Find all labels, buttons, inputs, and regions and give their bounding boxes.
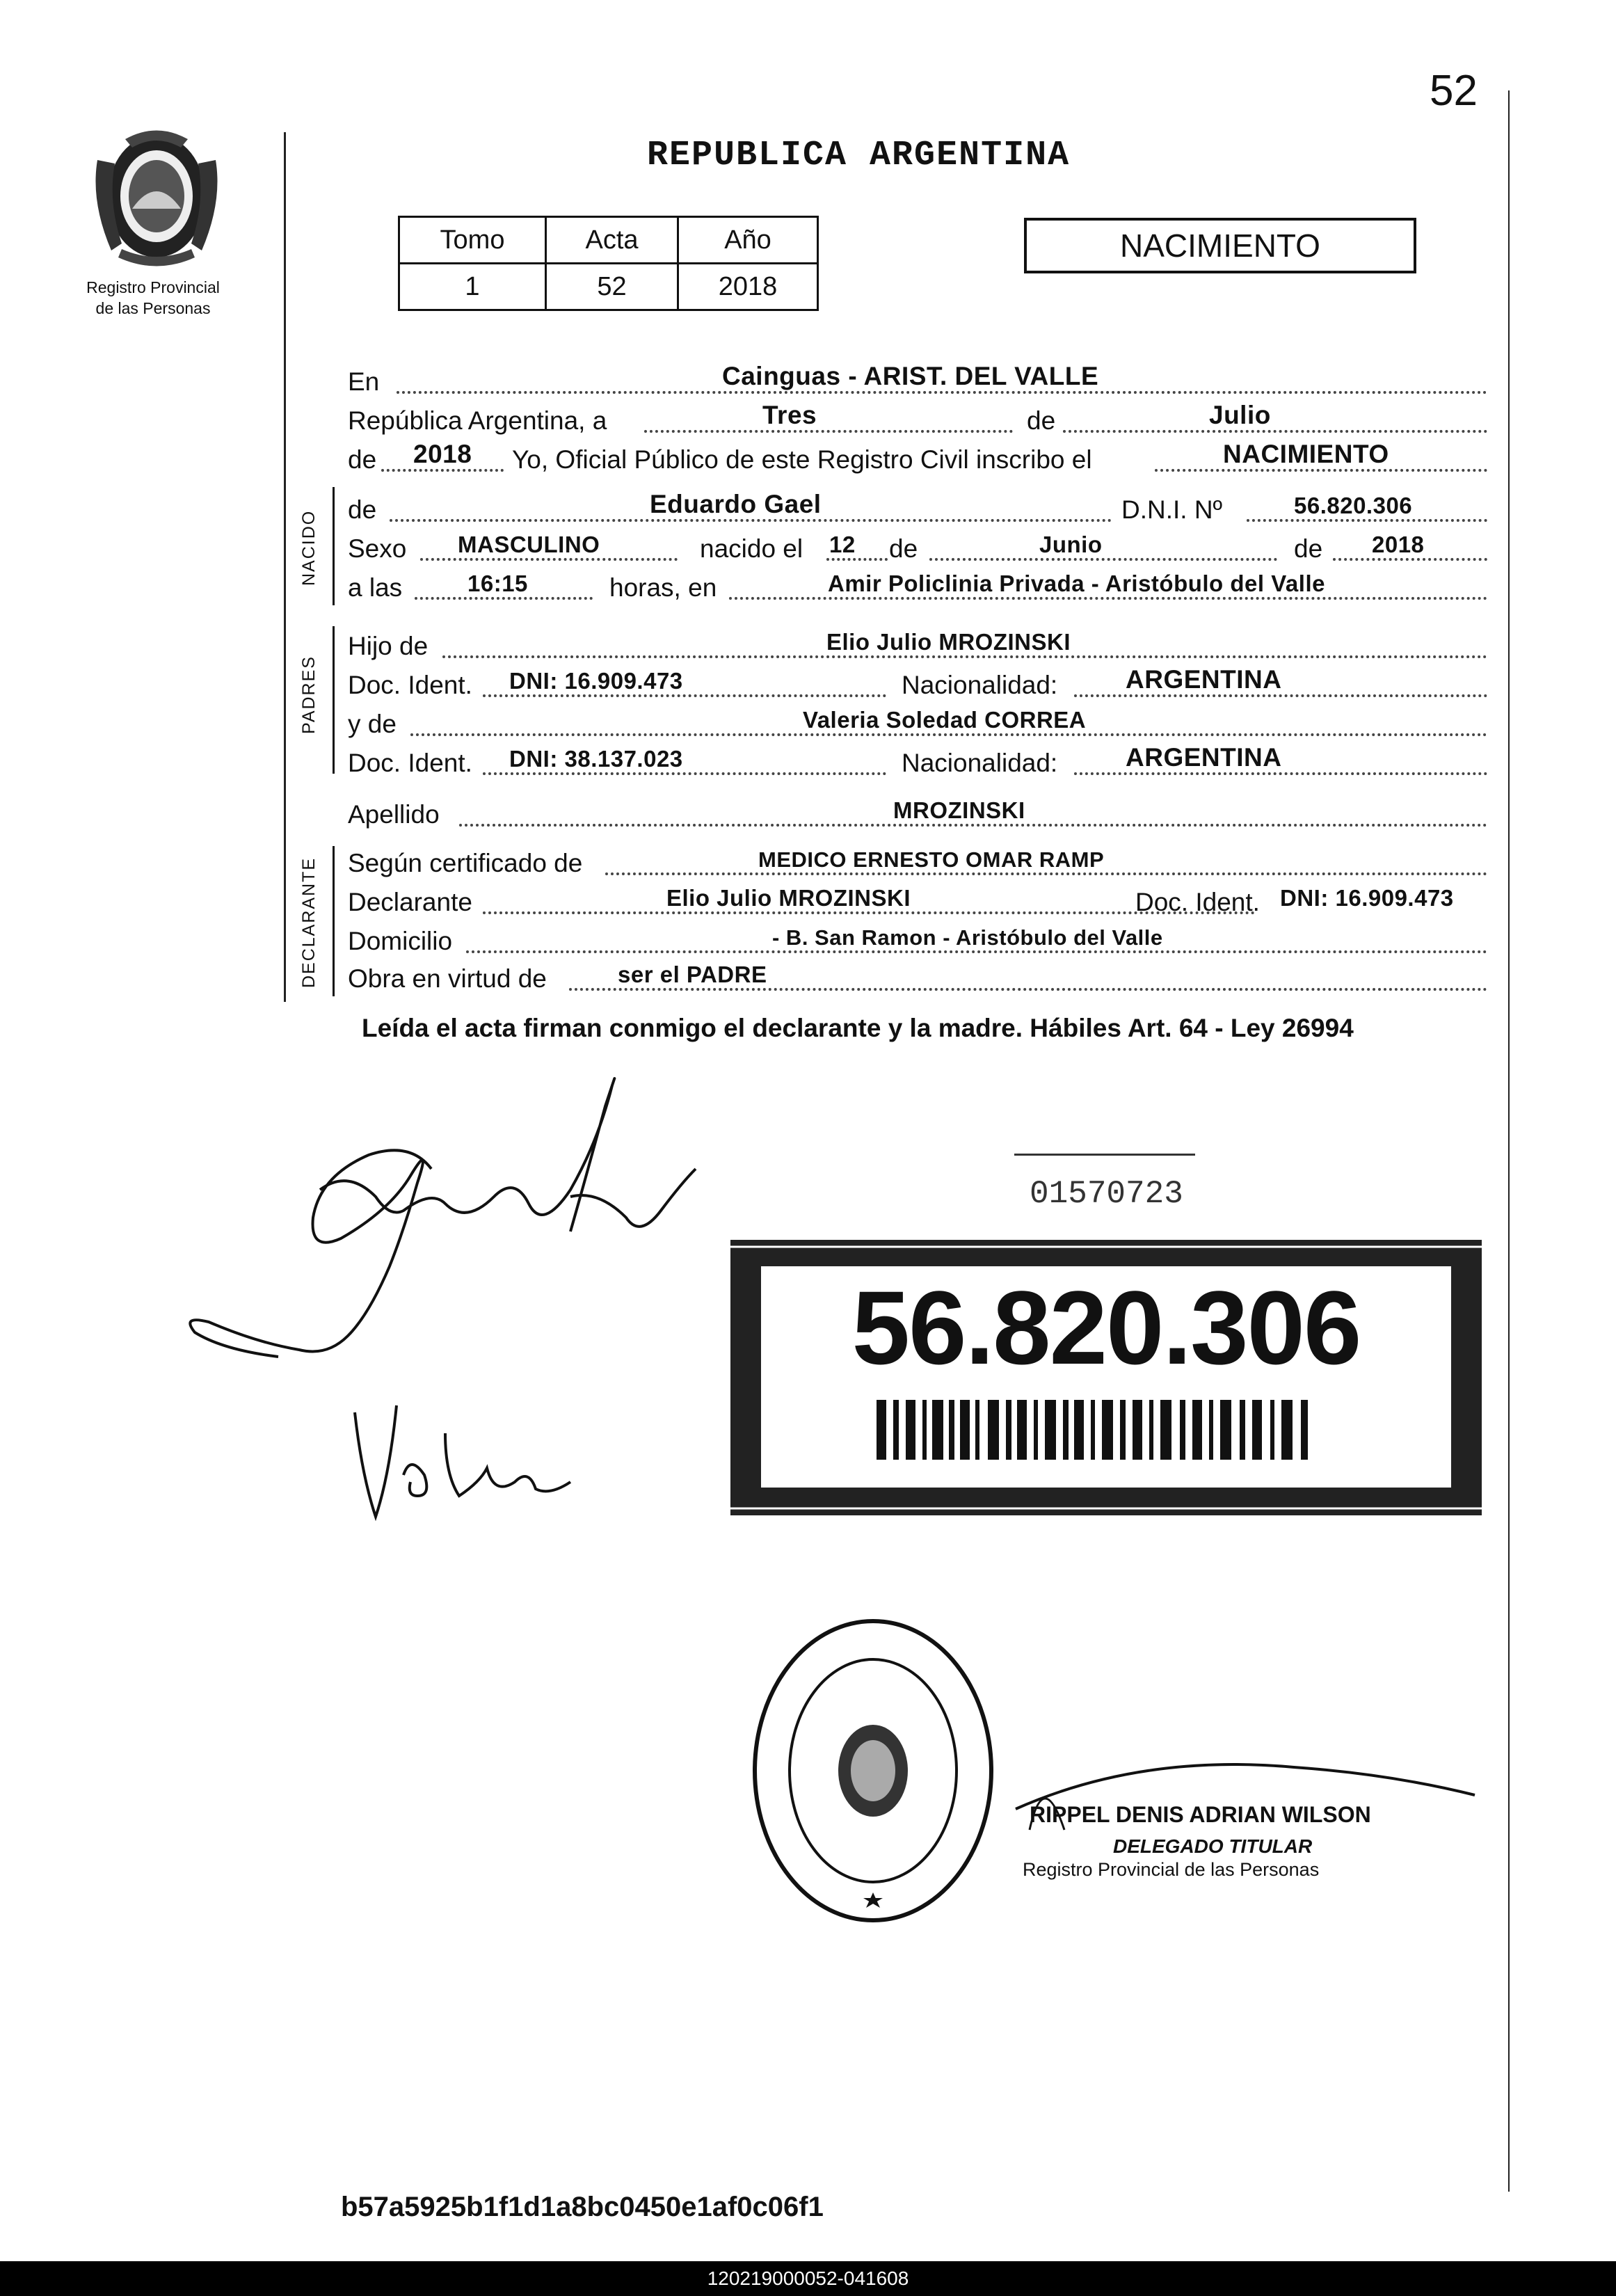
sexo-value: MASCULINO	[458, 532, 600, 557]
row-father	[346, 626, 1487, 665]
de2-label: de	[348, 495, 377, 524]
dotted-line	[381, 469, 504, 472]
domicilio-label: Domicilio	[348, 927, 453, 955]
row-location	[346, 362, 1487, 401]
row-date	[346, 401, 1487, 440]
row-domicilio	[346, 921, 1487, 960]
day-value: Tres	[762, 401, 817, 429]
dotted-line	[1074, 694, 1487, 697]
dotted-line	[1074, 772, 1487, 775]
declarante-section-label: DECLARANTE	[299, 856, 319, 988]
dotted-line	[410, 733, 1487, 736]
doc-ident-label: Doc. Ident.	[348, 671, 472, 699]
obra-value: ser el PADRE	[618, 962, 767, 987]
row-mother-doc	[346, 743, 1487, 782]
dotted-line	[442, 655, 1487, 658]
declarante-label: Declarante	[348, 888, 472, 916]
father-dni-value: DNI: 16.909.473	[509, 668, 683, 694]
dni-stamp	[730, 1240, 1482, 1515]
row-father-doc	[346, 665, 1487, 704]
page-number: 52	[1430, 67, 1478, 115]
year-value: 2018	[413, 440, 472, 468]
dotted-line	[729, 597, 1487, 600]
mother-nationality-value: ARGENTINA	[1126, 743, 1282, 772]
record-value: NACIMIENTO	[1223, 440, 1389, 468]
de4-label: de	[1294, 534, 1323, 563]
en-label: En	[348, 367, 380, 396]
child-name-value: Eduardo Gael	[650, 490, 822, 518]
margin-line-left	[284, 132, 286, 1002]
value-acta: 52	[546, 264, 678, 310]
obra-label: Obra en virtud de	[348, 964, 547, 993]
row-apellido	[346, 795, 1487, 834]
domicilio-value: - B. San Ramon - Aristóbulo del Valle	[772, 925, 1163, 950]
logo-caption-line2: de las Personas	[95, 299, 211, 317]
header-acta: Acta	[546, 217, 678, 264]
dni-label: D.N.I. Nº	[1121, 495, 1223, 524]
birth-year-value: 2018	[1372, 532, 1425, 557]
officer-name: RIPPEL DENIS ADRIAN WILSON	[1030, 1802, 1371, 1827]
closing-text: Leída el acta firman conmigo el declarante y la madre. Hábiles Art. 64 - Ley 26994	[362, 1014, 1354, 1042]
doc-ident-label: Doc. Ident.	[348, 749, 472, 777]
value-tomo: 1	[399, 264, 546, 310]
birth-place-value: Amir Policlinia Privada - Aristóbulo del Valle	[828, 571, 1325, 596]
dotted-line	[397, 391, 1487, 394]
officer-title: DELEGADO TITULAR	[1113, 1835, 1313, 1857]
month-value: Julio	[1209, 401, 1271, 429]
location-value: Cainguas - ARIST. DEL VALLE	[722, 362, 1099, 390]
dni-big-number: 56.820.306	[851, 1269, 1361, 1386]
stamp-serial: 01570723	[1030, 1176, 1183, 1212]
certificado-value: MEDICO ERNESTO OMAR RAMP	[758, 847, 1105, 872]
birth-month-value: Junio	[1039, 532, 1103, 557]
document-hash: b57a5925b1f1d1a8bc0450e1af0c06f1	[341, 2192, 824, 2222]
a-las-label: a las	[348, 573, 403, 602]
registry-table	[398, 216, 819, 311]
serial-rule	[1014, 1154, 1195, 1156]
year-prefix-label: de	[348, 445, 377, 474]
registry-table-value-row	[399, 264, 818, 310]
section-bracket	[333, 846, 335, 996]
dotted-line	[605, 872, 1487, 875]
dotted-line	[929, 558, 1277, 561]
nacionalidad-label: Nacionalidad:	[902, 749, 1058, 777]
dotted-line	[483, 772, 886, 775]
mother-dni-value: DNI: 38.137.023	[509, 746, 683, 772]
record-type-box: NACIMIENTO	[1024, 218, 1416, 273]
footer-code-bar	[0, 2261, 1616, 2296]
row-year	[346, 440, 1487, 479]
sexo-label: Sexo	[348, 534, 407, 563]
officer-signature	[1002, 1725, 1489, 1851]
dotted-line	[420, 558, 678, 561]
row-sex-birth	[346, 529, 1487, 568]
logo-caption	[70, 277, 237, 319]
row-time-place	[346, 568, 1487, 607]
nacido-section-label: NACIDO	[299, 509, 319, 586]
row-certificado	[346, 843, 1487, 882]
apellido-label: Apellido	[348, 800, 440, 829]
nacido-el-label: nacido el	[700, 534, 803, 563]
row-mother	[346, 704, 1487, 743]
officer-org: Registro Provincial de las Personas	[1023, 1859, 1320, 1880]
official-seal	[744, 1614, 1002, 1927]
dotted-line	[1155, 469, 1487, 472]
father-nationality-value: ARGENTINA	[1126, 665, 1282, 694]
de3-label: de	[889, 534, 918, 563]
doc-ident-label: Doc. Ident.	[1135, 888, 1260, 916]
dotted-line	[483, 694, 886, 697]
horas-en-label: horas, en	[609, 573, 717, 602]
declarante-value: Elio Julio MROZINSKI	[666, 885, 911, 911]
dotted-line	[826, 558, 888, 561]
nacionalidad-label: Nacionalidad:	[902, 671, 1058, 699]
dotted-line	[1247, 519, 1487, 522]
father-name-value: Elio Julio MROZINSKI	[826, 629, 1071, 655]
registry-table-header-row	[399, 217, 818, 264]
de-label: de	[1027, 406, 1056, 435]
dotted-line	[415, 597, 593, 600]
dotted-line	[644, 430, 1013, 433]
birth-day-value: 12	[829, 532, 856, 557]
section-bracket	[333, 626, 335, 774]
section-bracket	[333, 487, 335, 605]
oficial-text: Yo, Oficial Público de este Registro Civil inscribo el	[512, 445, 1092, 474]
misiones-coat-of-arms-icon	[83, 118, 230, 275]
padres-section-label: PADRES	[299, 655, 319, 734]
apellido-value: MROZINSKI	[893, 797, 1025, 823]
dotted-line	[466, 950, 1487, 953]
logo-caption-line1: Registro Provincial	[86, 278, 220, 296]
footer-code: 120219000052-041608	[707, 2267, 909, 2289]
row-child-name	[346, 490, 1487, 529]
y-de-label: y de	[348, 710, 397, 738]
margin-line-right	[1508, 90, 1510, 2192]
mother-name-value: Valeria Soledad CORREA	[803, 707, 1087, 733]
dotted-line	[1063, 430, 1487, 433]
mother-signature	[341, 1392, 577, 1531]
birth-time-value: 16:15	[467, 571, 528, 596]
header-anio: Año	[678, 217, 818, 264]
declarante-signature	[181, 1058, 737, 1378]
row-obra	[346, 959, 1487, 998]
dotted-line	[569, 988, 1487, 991]
header-tomo: Tomo	[399, 217, 546, 264]
dotted-line	[1333, 558, 1487, 561]
certificado-label: Según certificado de	[348, 849, 583, 877]
dotted-line	[390, 519, 1112, 522]
republica-label: República Argentina, a	[348, 406, 607, 435]
hijo-de-label: Hijo de	[348, 632, 429, 660]
dotted-line	[459, 824, 1487, 827]
document-title: REPUBLICA ARGENTINA	[647, 136, 1071, 175]
value-anio: 2018	[678, 264, 818, 310]
declarante-dni-value: DNI: 16.909.473	[1280, 885, 1454, 911]
child-dni-value: 56.820.306	[1294, 493, 1413, 518]
row-declarante	[346, 882, 1487, 921]
